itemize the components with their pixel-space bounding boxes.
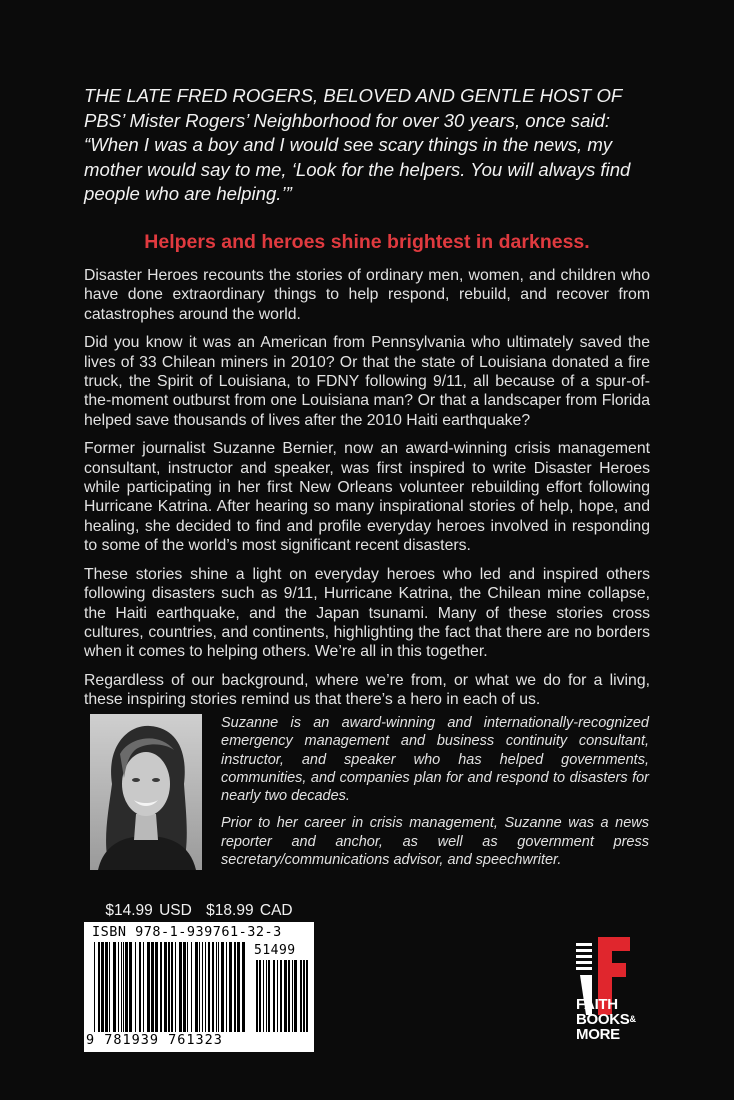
barcode-bar	[175, 942, 176, 1032]
barcode-bar	[168, 942, 170, 1032]
barcode-bar	[263, 960, 264, 1032]
barcode-bar	[151, 942, 154, 1032]
barcode-bar	[123, 942, 124, 1032]
barcode-bar	[234, 942, 236, 1032]
barcode-bar	[226, 942, 227, 1032]
price-code: 51499	[254, 943, 296, 958]
barcode-bar	[199, 942, 200, 1032]
author-bio	[221, 714, 649, 878]
barcode-bar	[300, 960, 302, 1032]
barcode-bar	[143, 942, 144, 1032]
isbn-label: ISBN 978-1-939761-32-3	[92, 924, 282, 940]
barcode-bar	[121, 942, 122, 1032]
barcode-bar	[273, 960, 275, 1032]
barcode-bar	[147, 942, 150, 1032]
publisher-wordmark	[576, 997, 636, 1042]
barcode-bar	[208, 942, 210, 1032]
barcode-bar	[191, 942, 192, 1032]
barcode-bar	[294, 960, 297, 1032]
description-paragraph: Former journalist Suzanne Bernier, now an award-winning crisis management consultant, instructor and speaker, was first inspired to write Disaster Heroes while participating in her first New Orleans volunteer rebuilding effort following Hurricane Katrina. After hearing so many inspirational stories of help, hope, and healing, she decided to find and profile everyday heroes involved in responding to some of the world’s most significant recent disasters.	[84, 440, 650, 555]
barcode-bar	[277, 960, 278, 1032]
barcode-bar	[160, 942, 162, 1032]
barcode-bar	[212, 942, 214, 1032]
barcode-bar	[284, 960, 287, 1032]
barcode-bar	[216, 942, 217, 1032]
barcode-bar	[202, 942, 203, 1032]
barcode-bar	[256, 960, 258, 1032]
barcode-bar	[306, 960, 308, 1032]
description-paragraph: These stories shine a light on everyday heroes who led and inspired others following disasters such as 9/11, Hurricane Katrina, the Chilean mine collapse, the Haiti earthquake, and the Japan tsunami. Many of these stories cross cultures, countries, and continents, highlighting the fact that there are no borders when it comes to helping others. We’re all in this together.	[84, 565, 650, 661]
barcode-bar	[164, 942, 167, 1032]
barcode-bar	[98, 942, 100, 1032]
barcode-bar	[183, 942, 186, 1032]
bio-paragraph: Suzanne is an award-winning and internationally-recognized emergency management and business continuity consultant, instructor, and speaker who has helped governments, communities, and companies plan for and respond to disasters for nearly two decades.	[221, 715, 649, 805]
barcode-bar	[195, 942, 198, 1032]
barcode-bar	[205, 942, 206, 1032]
barcode-bar	[288, 960, 290, 1032]
barcode-bar	[187, 942, 188, 1032]
barcode-bar	[113, 942, 116, 1032]
description	[84, 266, 650, 719]
barcode-bar	[266, 960, 267, 1032]
barcode-bar	[101, 942, 104, 1032]
barcode-bar	[129, 942, 132, 1032]
publisher-line-faith: FAITH	[576, 996, 618, 1013]
barcode-bar	[135, 942, 136, 1032]
barcode-bar	[292, 960, 293, 1032]
barcode-bar	[237, 942, 240, 1032]
author-photo	[90, 714, 202, 870]
barcode-bar	[303, 960, 305, 1032]
description-paragraph: Did you know it was an American from Pennsylvania who ultimately saved the lives of 33 Chilean miners in 2010? Or that the state of Louisiana donated a fire truck, the Spirit of Louisiana, to FDNY following 9/11, all because of a spur-of-the-moment outburst from one Louisiana man? Or that a landscaper from Florida helped save thousands of lives after the 2010 Haiti earthquake?	[84, 334, 650, 429]
barcode-bar	[118, 942, 119, 1032]
barcode-bar	[242, 942, 245, 1032]
barcode-bar	[179, 942, 182, 1032]
barcode	[84, 922, 314, 1052]
barcode-bar	[105, 942, 108, 1032]
publisher-ampersand: &	[629, 1014, 636, 1024]
intro-quote: THE LATE FRED ROGERS, BELOVED AND GENTLE HOST OF PBS’ Mister Rogers’ Neighborhood for over 30 years, once said: “When I was a boy and I would see scary things in the news, my mother would say to me, ‘Look for the helpers. You will always find people who are helping.’”	[84, 85, 631, 204]
barcode-bar	[218, 942, 219, 1032]
barcode-bar	[125, 942, 128, 1032]
barcode-bar	[139, 942, 141, 1032]
price-usd: $14.99 USD	[105, 902, 192, 919]
barcode-bar	[280, 960, 282, 1032]
barcode-bar	[268, 960, 270, 1032]
barcode-bar	[94, 942, 95, 1032]
price-cad: $18.99 CAD	[206, 902, 293, 919]
bio-paragraph: Prior to her career in crisis management, Suzanne was a news reporter and anchor, as well as government press secretary/communications advisor, and speechwriter.	[221, 815, 649, 869]
ean-digits: 9 781939 761323	[86, 1032, 223, 1048]
description-paragraph: Disaster Heroes recounts the stories of ordinary men, women, and children who have done extraordinary things to help respond, rebuild, and recover from catastrophes around the world.	[84, 267, 650, 323]
publisher-line-books: BOOKS&	[576, 1011, 636, 1028]
price-line	[84, 902, 314, 920]
barcode-bar	[229, 942, 232, 1032]
tagline: Helpers and heroes shine brightest in darkness.	[144, 231, 590, 253]
barcode-bar	[109, 942, 110, 1032]
description-paragraph: Regardless of our background, where we’re from, or what we do for a living, these inspiring stories remind us that there’s a hero in each of us.	[84, 671, 650, 709]
author-portrait-illustration	[90, 714, 202, 870]
publisher-line-more: MORE	[576, 1026, 620, 1043]
barcode-bar	[155, 942, 158, 1032]
barcode-bar	[171, 942, 173, 1032]
barcode-bar	[221, 942, 224, 1032]
barcode-bar	[259, 960, 261, 1032]
